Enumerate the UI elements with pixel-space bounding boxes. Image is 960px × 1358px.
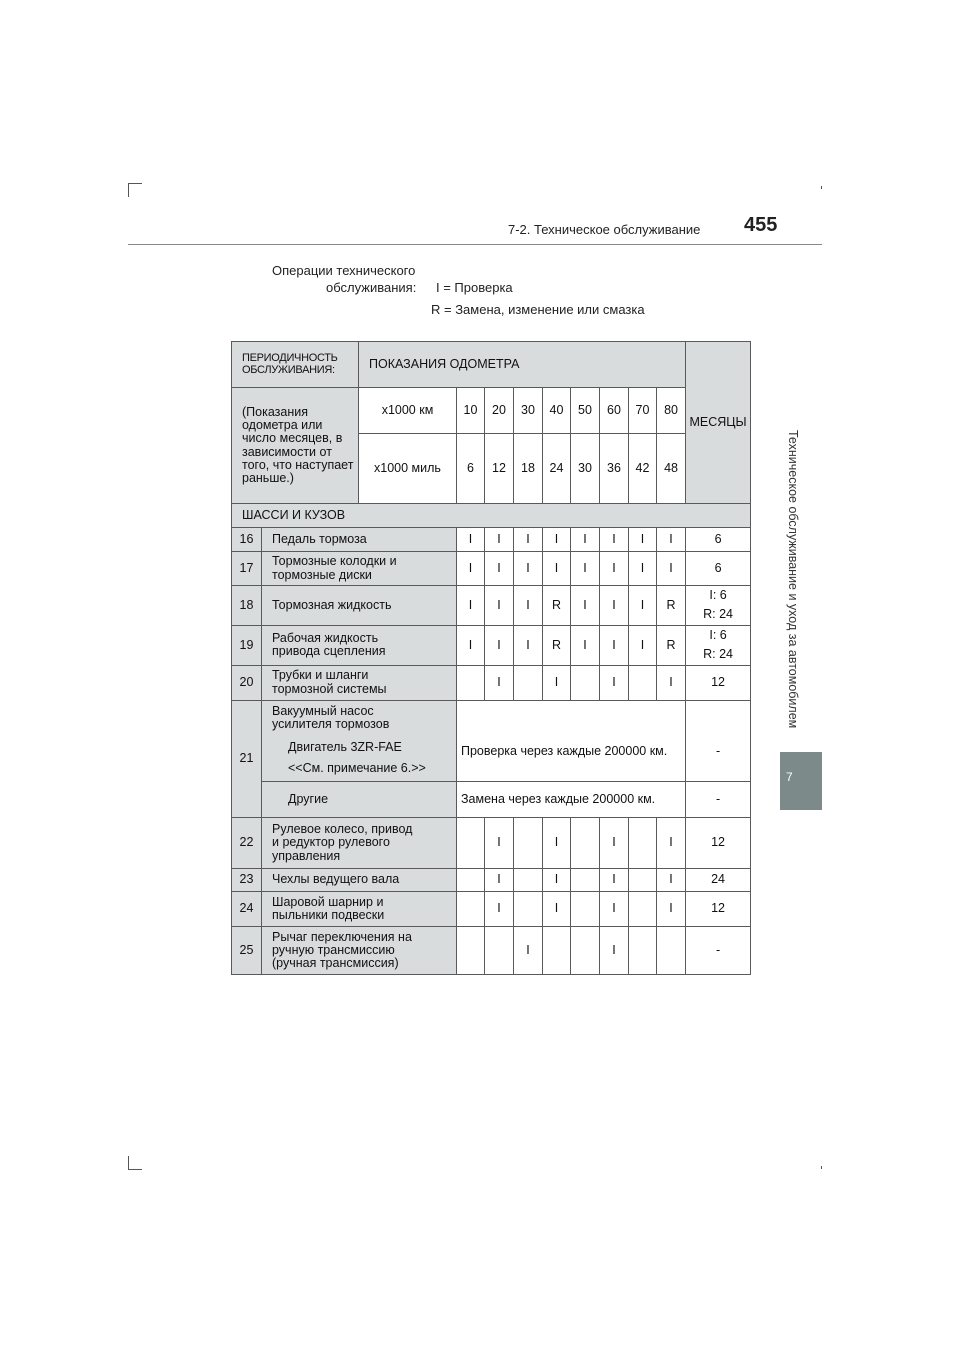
interval-cell: I xyxy=(485,586,514,626)
interval-cell xyxy=(514,665,543,700)
interval-cell: I xyxy=(657,552,686,586)
km-value: 10 xyxy=(457,388,485,434)
interval-cell: I xyxy=(457,552,485,586)
interval-cell xyxy=(457,818,485,869)
chapter-number: 7 xyxy=(786,770,793,784)
odometer-note: (Показания одометра или число месяцев, в зависимости от того, что наступает раньше.) xyxy=(232,388,359,504)
interval-cell: I xyxy=(543,818,571,869)
interval-cell xyxy=(457,665,485,700)
row-item-text: Шаровой шарнир и пыльники подвески xyxy=(272,894,385,922)
row21-sub1-a: Двигатель 3ZR-FAE xyxy=(288,739,402,754)
chapter-title: Техническое обслуживание и уход за автомобилем xyxy=(786,430,800,729)
interval-cell: I xyxy=(543,552,571,586)
interval-cell: I xyxy=(485,869,514,892)
interval-cell: I xyxy=(600,892,629,927)
interval-cell xyxy=(571,869,600,892)
months-cell: 6 xyxy=(686,552,751,586)
interval-cell xyxy=(457,869,485,892)
interval-cell xyxy=(571,665,600,700)
row-item-text: Рабочая жидкость привода сцепления xyxy=(272,631,386,659)
row-item xyxy=(262,869,457,892)
km-value: 80 xyxy=(657,388,686,434)
interval-cell: I xyxy=(629,625,657,665)
row-item xyxy=(262,927,457,975)
interval-cell xyxy=(514,892,543,927)
months-label: МЕСЯЦЫ xyxy=(686,342,751,504)
mile-label: x1000 миль xyxy=(359,434,457,504)
table-row xyxy=(232,528,751,552)
interval-cell: I xyxy=(514,625,543,665)
interval-cell xyxy=(629,665,657,700)
row-item-text: Педаль тормоза xyxy=(272,531,367,546)
row-number: 23 xyxy=(232,869,262,892)
interval-cell: R xyxy=(657,586,686,626)
km-value: 20 xyxy=(485,388,514,434)
interval-cell: I xyxy=(629,552,657,586)
mile-value: 24 xyxy=(543,434,571,504)
interval-cell xyxy=(543,927,571,975)
crop-mark-tr xyxy=(821,186,822,189)
crop-mark-tl-v xyxy=(128,183,129,197)
months-replace: R: 24 xyxy=(703,647,733,662)
row-number: 21 xyxy=(232,700,262,818)
interval-cell: I xyxy=(600,625,629,665)
table-row xyxy=(232,586,751,626)
interval-cell: I xyxy=(485,625,514,665)
chapter-side-label xyxy=(778,430,800,750)
interval-cell xyxy=(629,927,657,975)
months-cell: 12 xyxy=(686,818,751,869)
row-item-text: Чехлы ведущего вала xyxy=(272,872,400,887)
interval-cell: I xyxy=(457,586,485,626)
months-replace: R: 24 xyxy=(703,607,733,622)
months-cell xyxy=(686,625,751,665)
table-rows-b xyxy=(232,818,751,975)
months-cell: 24 xyxy=(686,869,751,892)
interval-cell xyxy=(629,892,657,927)
legend-i-definition: I = Проверка xyxy=(436,280,513,295)
interval-cell: I xyxy=(600,927,629,975)
interval-cell: I xyxy=(543,869,571,892)
interval-cell: R xyxy=(543,586,571,626)
crop-mark-br xyxy=(821,1166,822,1169)
interval-cell: I xyxy=(600,665,629,700)
interval-cell: I xyxy=(657,528,686,552)
row-number: 20 xyxy=(232,665,262,700)
row-item xyxy=(262,665,457,700)
interval-cell: I xyxy=(543,892,571,927)
months-cell: 12 xyxy=(686,892,751,927)
interval-cell: I xyxy=(514,528,543,552)
interval-cell: I xyxy=(485,552,514,586)
row-number: 17 xyxy=(232,552,262,586)
row21-item-title: Вакуумный насос усилителя тормозов xyxy=(272,703,390,731)
row21-sub2: Другие xyxy=(262,782,457,818)
interval-cell: I xyxy=(600,552,629,586)
interval-cell: I xyxy=(571,625,600,665)
mile-value: 18 xyxy=(514,434,543,504)
months-cell: - xyxy=(686,927,751,975)
chapter-tab xyxy=(780,752,822,810)
interval-cell xyxy=(571,818,600,869)
interval-cell: I xyxy=(485,818,514,869)
table-row xyxy=(232,818,751,869)
mile-value: 42 xyxy=(629,434,657,504)
row-number: 19 xyxy=(232,625,262,665)
interval-cell xyxy=(514,818,543,869)
interval-cell: I xyxy=(600,586,629,626)
interval-cell: I xyxy=(657,665,686,700)
row21-sub2-months: - xyxy=(686,782,751,818)
table-row xyxy=(232,552,751,586)
table-row xyxy=(232,665,751,700)
interval-cell: I xyxy=(543,665,571,700)
table-row xyxy=(232,869,751,892)
row21-sub1-b: <<См. примечание 6.>> xyxy=(288,760,426,775)
months-inspect: I: 6 xyxy=(709,627,727,642)
interval-cell: I xyxy=(600,528,629,552)
periodicity-label: ПЕРИОДИЧНОСТЬ ОБСЛУЖИВАНИЯ: xyxy=(232,342,359,388)
interval-cell: I xyxy=(571,528,600,552)
interval-cell: R xyxy=(657,625,686,665)
row21-sub2-text-value: Замена через каждые 200000 км. xyxy=(461,791,656,806)
row-item xyxy=(262,625,457,665)
interval-cell xyxy=(457,892,485,927)
interval-cell: I xyxy=(485,665,514,700)
maintenance-schedule-table xyxy=(231,341,751,975)
row21-sub1-months: - xyxy=(686,700,751,782)
interval-cell: I xyxy=(571,586,600,626)
row-number: 18 xyxy=(232,586,262,626)
interval-cell xyxy=(629,869,657,892)
row-number: 25 xyxy=(232,927,262,975)
interval-cell xyxy=(457,927,485,975)
interval-cell: I xyxy=(657,869,686,892)
interval-cell: I xyxy=(514,552,543,586)
row-number: 24 xyxy=(232,892,262,927)
odometer-label: ПОКАЗАНИЯ ОДОМЕТРА xyxy=(359,342,686,388)
interval-cell xyxy=(571,927,600,975)
km-label: x1000 км xyxy=(359,388,457,434)
interval-cell: I xyxy=(485,528,514,552)
mile-value: 36 xyxy=(600,434,629,504)
row-item-text: Рычаг переключения на ручную трансмиссию (ручная трансмиссия) xyxy=(272,929,412,971)
interval-cell: I xyxy=(457,625,485,665)
months-cell: 6 xyxy=(686,528,751,552)
table-rows-a xyxy=(232,528,751,701)
row21-sub1-text-value: Проверка через каждые 200000 км. xyxy=(461,744,668,759)
mile-value: 12 xyxy=(485,434,514,504)
interval-cell: I xyxy=(657,818,686,869)
legend-r-definition: R = Замена, изменение или смазка xyxy=(431,302,645,317)
interval-cell: I xyxy=(600,869,629,892)
row-item xyxy=(262,818,457,869)
mile-value: 6 xyxy=(457,434,485,504)
section-title: 7-2. Техническое обслуживание xyxy=(508,222,701,237)
row-item xyxy=(262,586,457,626)
km-value: 50 xyxy=(571,388,600,434)
row21-sub2-text xyxy=(457,782,686,818)
interval-cell: I xyxy=(543,528,571,552)
crop-mark-bl-v xyxy=(128,1156,129,1170)
km-value: 30 xyxy=(514,388,543,434)
interval-cell: I xyxy=(457,528,485,552)
months-cell: 12 xyxy=(686,665,751,700)
row-item xyxy=(262,528,457,552)
row-number: 22 xyxy=(232,818,262,869)
row-item-text: Тормозные колодки и тормозные диски xyxy=(272,554,397,582)
interval-cell xyxy=(657,927,686,975)
row21-item xyxy=(262,700,457,782)
interval-cell: R xyxy=(543,625,571,665)
interval-cell xyxy=(629,818,657,869)
crop-mark-tl-h xyxy=(128,183,142,184)
km-value: 70 xyxy=(629,388,657,434)
row-item xyxy=(262,552,457,586)
row-item-text: Рулевое колесо, привод и редуктор рулевого управления xyxy=(272,822,413,863)
mile-value: 30 xyxy=(571,434,600,504)
months-cell xyxy=(686,586,751,626)
row-number: 16 xyxy=(232,528,262,552)
row-item xyxy=(262,892,457,927)
interval-cell: I xyxy=(600,818,629,869)
table-row xyxy=(232,625,751,665)
interval-cell xyxy=(514,869,543,892)
page-number: 455 xyxy=(744,214,778,236)
interval-cell xyxy=(485,927,514,975)
interval-cell: I xyxy=(514,586,543,626)
interval-cell: I xyxy=(514,927,543,975)
header-rule xyxy=(128,244,822,245)
interval-cell: I xyxy=(571,552,600,586)
months-inspect: I: 6 xyxy=(709,588,727,602)
interval-cell xyxy=(571,892,600,927)
section-chassis-body: ШАССИ И КУЗОВ xyxy=(232,504,751,528)
interval-cell: I xyxy=(485,892,514,927)
crop-mark-bl-h xyxy=(128,1169,142,1170)
interval-cell: I xyxy=(629,528,657,552)
row-item-text: Тормозная жидкость xyxy=(272,597,392,612)
legend-line1: Операции технического xyxy=(272,263,416,278)
km-value: 40 xyxy=(543,388,571,434)
mile-value: 48 xyxy=(657,434,686,504)
km-value: 60 xyxy=(600,388,629,434)
interval-cell: I xyxy=(657,892,686,927)
row21-sub1-text xyxy=(457,700,686,782)
table-row xyxy=(232,892,751,927)
row-item-text: Трубки и шланги тормозной системы xyxy=(272,668,387,696)
interval-cell: I xyxy=(629,586,657,626)
legend-line2: обслуживания: xyxy=(326,280,417,295)
table-row xyxy=(232,927,751,975)
